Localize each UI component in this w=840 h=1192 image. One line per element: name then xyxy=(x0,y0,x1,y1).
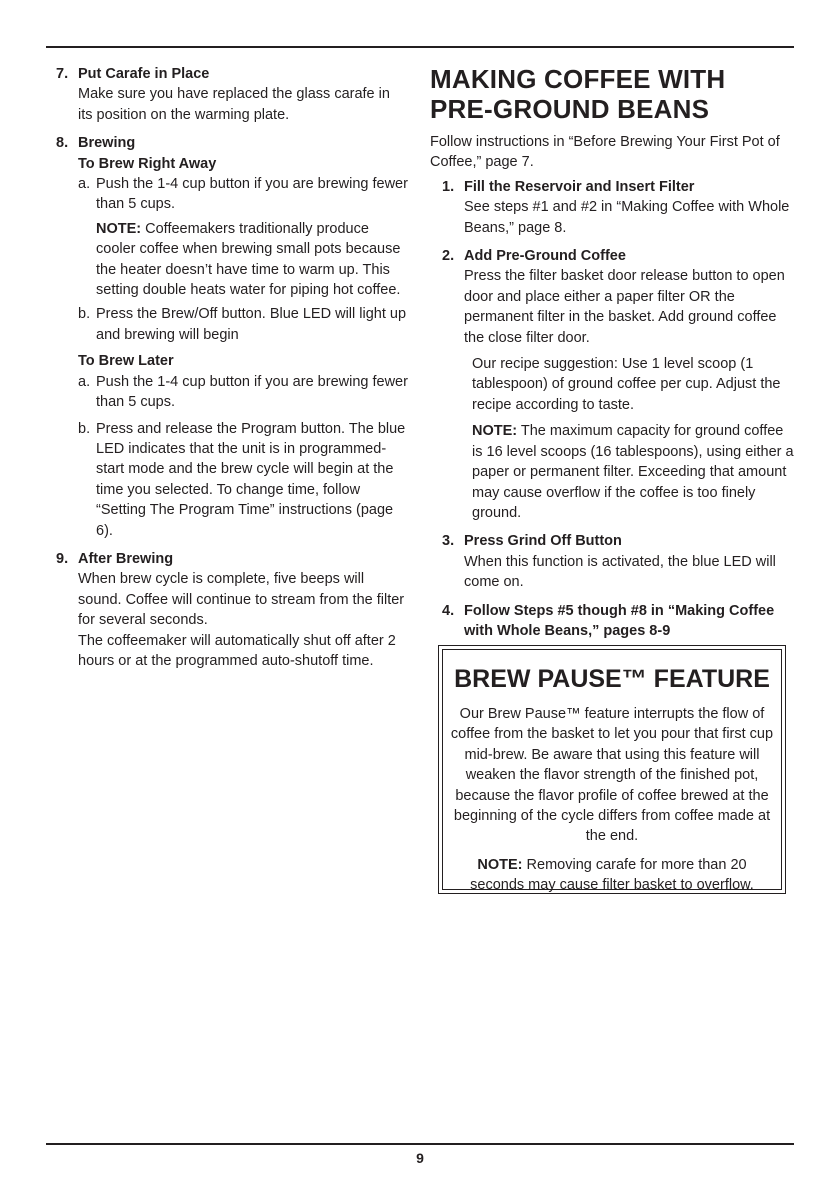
intro-text: Follow instructions in “Before Brewing Your First Pot of Coffee,” page 7. xyxy=(430,134,780,171)
step-2-add-coffee xyxy=(430,246,795,523)
note xyxy=(464,421,795,523)
step-body: The coffeemaker will automatically shut off after 2 hours or at the programmed auto-shutoff time. xyxy=(78,632,396,669)
note-label: NOTE: xyxy=(477,856,523,873)
note-text: Removing carafe for more than 20 seconds may cause filter basket to overflow. xyxy=(470,856,754,894)
recipe-suggestion: Our recipe suggestion: Use 1 level scoop (1 tablespoon) of ground coffee per cup. Adjust the recipe according to taste. xyxy=(472,356,781,413)
step-heading: Brewing xyxy=(78,135,136,152)
step-heading: Fill the Reservoir and Insert Filter xyxy=(464,178,695,195)
step-body: When brew cycle is complete, five beeps will sound. Coffee will continue to stream from the filter for several seconds. xyxy=(78,571,405,629)
step-number: 4. xyxy=(442,602,455,619)
subheading-brew-later: To Brew Later xyxy=(78,353,174,370)
note xyxy=(96,219,408,301)
step-8-brewing xyxy=(56,133,408,541)
substep-a xyxy=(78,372,408,413)
top-rule xyxy=(46,46,794,48)
title-line-1: MAKING COFFEE WITH xyxy=(430,64,726,94)
step-4-follow-steps xyxy=(430,601,795,642)
substep-label: b. xyxy=(78,306,91,323)
substep-text: Push the 1-4 cup button if you are brewing fewer than 5 cups. xyxy=(96,176,408,213)
step-7-put-carafe xyxy=(56,64,408,125)
step-body: Press the filter basket door release button to open door and place either a paper filter OR the permanent filter in the basket. Add ground coffee the close filter door. xyxy=(464,268,785,346)
substep-text: Press and release the Program button. The blue LED indicates that the unit is in programmed-start mode and the brew cycle will begin at the time you selected. To change time, follow “Setting The Program Time” instructions (page 6). xyxy=(96,420,406,539)
left-column xyxy=(56,64,408,679)
step-number: 1. xyxy=(442,178,455,195)
right-column xyxy=(430,64,795,649)
step-number: 8. xyxy=(56,135,69,152)
substep-label: a. xyxy=(78,373,91,390)
step-9-after-brewing xyxy=(56,549,408,671)
substep-text: Press the Brew/Off button. Blue LED will light up and brewing will begin xyxy=(96,306,407,343)
box-note xyxy=(449,855,775,896)
step-number: 2. xyxy=(442,248,455,265)
substep-text: Push the 1-4 cup button if you are brewing fewer than 5 cups. xyxy=(96,373,408,411)
substep-b xyxy=(78,304,408,345)
subheading-brew-right-away: To Brew Right Away xyxy=(78,155,217,172)
brew-pause-feature-box xyxy=(438,645,786,894)
page-number: 9 xyxy=(416,1150,424,1166)
step-heading: Follow Steps #5 though #8 in “Making Coffee with Whole Beans,” pages 8-9 xyxy=(464,602,775,639)
substep-b xyxy=(78,419,408,541)
box-body: Our Brew Pause™ feature interrupts the flow of coffee from the basket to let you pour that first cup mid-brew. Be aware that using this feature will weaken the flavor strength of the finished pot, because the flavor profile of coffee brewed at the beginning of the cycle differs from coffee made at the end. xyxy=(450,706,774,845)
step-heading: After Brewing xyxy=(78,550,174,567)
step-body: When this function is activated, the blue LED will come on. xyxy=(464,553,776,591)
step-heading: Press Grind Off Button xyxy=(464,533,622,550)
step-heading: Add Pre-Ground Coffee xyxy=(464,248,626,265)
substep-label: a. xyxy=(78,176,91,193)
step-heading: Put Carafe in Place xyxy=(78,66,210,82)
step-3-grind-off xyxy=(430,531,795,592)
step-number: 3. xyxy=(442,533,455,550)
step-number: 9. xyxy=(56,550,69,567)
note-text: Coffeemakers traditionally produce cooler coffee when brewing small pots because the heater doesn’t have time to warm up. This setting double heats water for piping hot coffee. xyxy=(96,220,401,299)
substep-a xyxy=(78,174,408,300)
note-text: The maximum capacity for ground coffee is 16 level scoops (16 tablespoons), using either a paper or permanent filter. Exceeding that amount may cause overflow if the coffee is too finely ground. xyxy=(472,423,794,521)
step-number: 7. xyxy=(56,66,69,82)
step-1-fill-reservoir xyxy=(430,177,795,238)
step-body: Make sure you have replaced the glass carafe in its position on the warming plate. xyxy=(78,86,390,123)
note-label: NOTE: xyxy=(472,423,518,440)
step-body: See steps #1 and #2 in “Making Coffee with Whole Beans,” page 8. xyxy=(464,199,790,236)
box-title: BREW PAUSE™ FEATURE xyxy=(454,665,770,693)
title-line-2: PRE-GROUND BEANS xyxy=(430,94,710,124)
bottom-rule xyxy=(46,1143,794,1145)
substep-label: b. xyxy=(78,420,91,437)
note-label: NOTE: xyxy=(96,220,142,237)
section-title xyxy=(430,64,795,124)
